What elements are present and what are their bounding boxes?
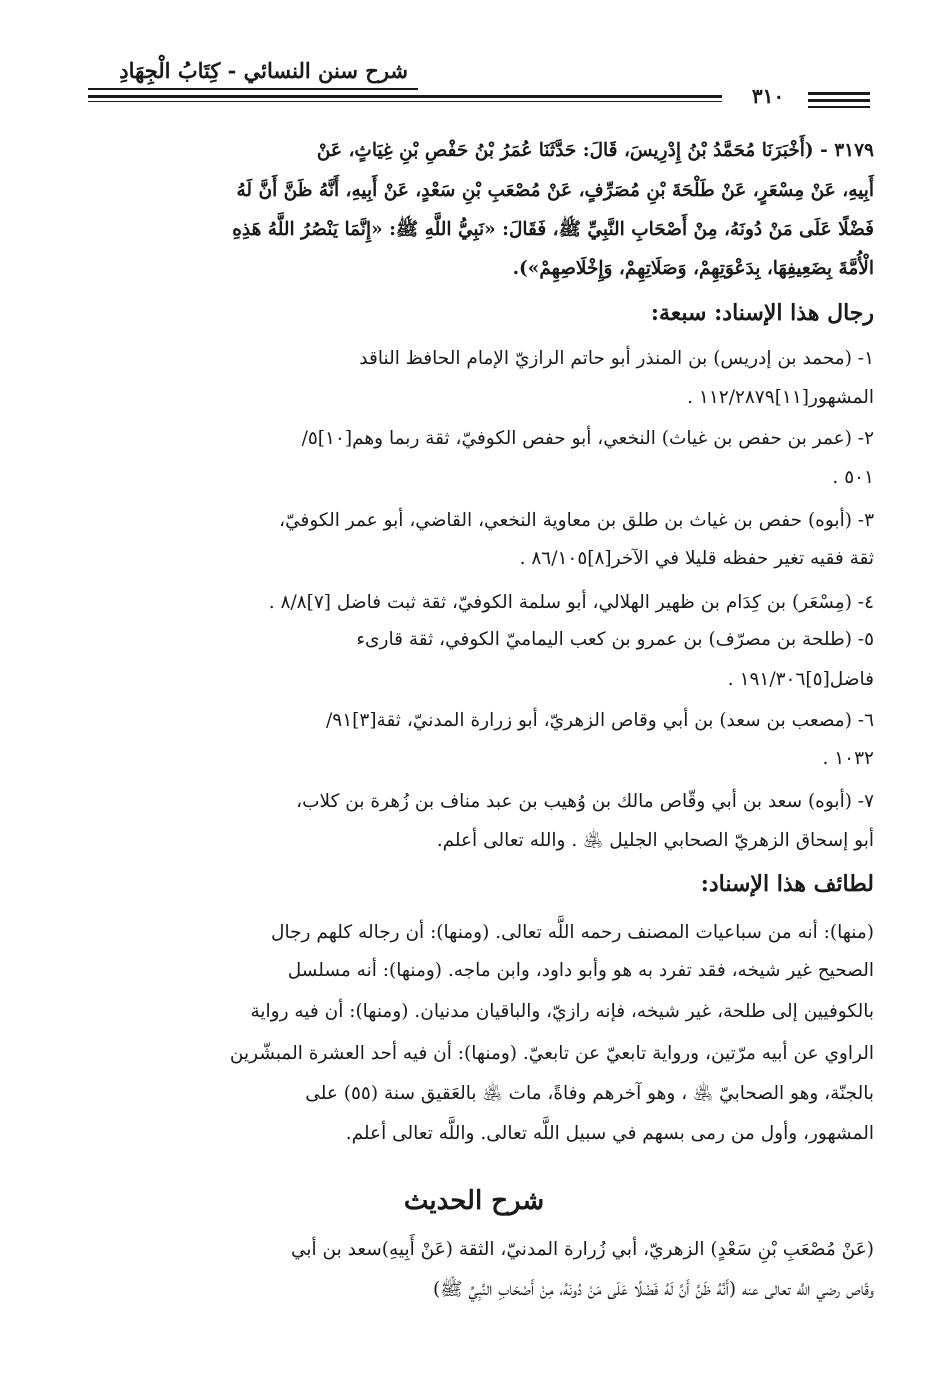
narrator-line: ٦- (مصعب بن سعد) بن أبي وقاص الزهريّ، أبو زرارة المدنيّ، ثقة[٣]٩١/: [326, 710, 874, 731]
header-rule-short-2: [808, 99, 870, 102]
narrator-line: ٤- (مِسْعَر) بن كِدَام بن ظهير الهلالي، أبو سلمة الكوفيّ، ثقة ثبت فاضل [٧]٨/٨ .: [268, 592, 874, 613]
header-rule-short-3: [808, 106, 870, 108]
narrator-line: أبو إسحاق الزهريّ الصحابي الجليل ﵁ . والله تعالى أعلم.: [436, 830, 874, 851]
hadith-line: ٣١٧٩ - (أَخْبَرَنَا مُحَمَّدُ بْنُ إِدْرِيسَ، قَالَ: حَدَّثَنَا عُمَرُ بْنُ حَفْصِ بْنِ غِيَاثٍ، عَنْ: [316, 140, 874, 161]
running-header-title: شرح سنن النسائي - كِتَابُ الْجِهَادِ: [119, 58, 408, 83]
lataif-line: (منها): أنه من سباعيات المصنف رحمه اللَّه تعالى. (ومنها): أن رجاله كلهم رجال: [271, 922, 874, 943]
header-underline: [88, 88, 418, 90]
narrator-line: ٥- (طلحة بن مصرّف) بن عمرو بن كعب اليماميّ الكوفي، ثقة قارىء: [356, 629, 874, 650]
lataif-line: المشهور، وأول من رمى بسهم في سبيل اللَّه تعالى. واللَّه تعالى أعلم.: [345, 1123, 874, 1144]
header-rule-long-thin: [88, 101, 722, 102]
header-rule-long: [88, 95, 722, 98]
lataif-line: الراوي عن أبيه مرّتين، ورواية تابعيّ عن تابعيّ. (ومنها): أن فيه أحد العشرة المبشّرين: [229, 1043, 874, 1064]
narrator-line: ٥٠١ .: [832, 467, 874, 488]
rijal-heading: رجال هذا الإسناد: سبعة:: [650, 300, 874, 326]
lataif-line: بالكوفيين إلى طلحة، غير شيخه، فإنه رازيّ، والباقيان مدنيان. (ومنها): أن فيه رواية: [250, 1001, 874, 1022]
hadith-line: أَبِيهِ، عَنْ مِسْعَرٍ، عَنْ طَلْحَةَ بْنِ مُصَرِّفٍ، عَنْ مُصْعَبِ بْنِ سَعْدٍ، عَنْ أَبِيهِ، أَنَّهُ ظَنَّ أَنَّ لَهُ: [236, 180, 874, 201]
narrator-line: ١٠٣٢ .: [822, 748, 874, 769]
lataif-line: الصحيح غير شيخه، فقد تفرد به هو وأبو داود، وابن ماجه. (ومنها): أنه مسلسل: [287, 960, 874, 981]
sharh-title: شرح الحديث: [403, 1186, 545, 1216]
narrator-line: ٣- (أبوه) حفص بن غياث بن طلق بن معاوية النخعي، القاضي، أبو عمر الكوفيّ،: [279, 510, 874, 531]
page-number: ٣١٠: [751, 84, 785, 108]
hadith-line: الْأُمَّةَ بِضَعِيفِهَا، بِدَعْوَتِهِمْ، وَصَلَاتِهِمْ، وَإِخْلَاصِهِمْ»).: [512, 258, 874, 279]
lataif-heading: لطائف هذا الإسناد:: [700, 871, 874, 897]
narrator-line: المشهور[١١]١١٢/٢٨٧٩ .: [687, 387, 874, 408]
hadith-line: فَضْلًا عَلَى مَنْ دُونَهُ، مِنْ أَصْحَابِ النَّبِيِّ ﷺ، فَقَالَ: «نَبِيُّ اللَّهِ ﷺ: «إِنَّمَا يَنْصُرُ اللَّهُ هَذِهِ: [232, 219, 874, 240]
narrator-line: ٧- (أبوه) سعد بن أبي وقّاص مالك بن وُهيب بن عبد مناف بن زُهرة بن كلاب،: [296, 791, 874, 812]
header-rule-short-1: [808, 92, 870, 95]
narrator-line: ١- (محمد بن إدريس) بن المنذر أبو حاتم الرازيّ الإمام الحافظ الناقد: [359, 348, 874, 369]
lataif-line: بالجنّة، وهو الصحابيّ ﵁ ، وهو آخرهم وفاةً، مات ﵁ بالعَقيق سنة (٥٥) على: [305, 1083, 874, 1104]
sharh-line: وقّاص رضي اللَّه تعالى عنه (أَنَّهُ ظَنَّ أَنَّ لَهُ فَضْلًا عَلَى مَنْ دُونَهُ، مِنْ أَصْحَابِ النَّبِيِّ ﷺ): [433, 1279, 874, 1300]
narrator-line: ثقة فقيه تغير حفظه قليلا في الآخر[٨]٨٦/١٠٥ .: [519, 548, 874, 569]
narrator-line: ٢- (عمر بن حفص بن غياث) النخعي، أبو حفص الكوفيّ، ثقة ربما وهم[١٠]٥/: [301, 428, 874, 449]
sharh-line: (عَنْ مُصْعَبِ بْنِ سَعْدٍ) الزهريّ، أبي زُرارة المدنيّ، الثقة (عَنْ أَبِيهِ)سعد بن أبي: [290, 1239, 874, 1260]
narrator-line: فاضل[٥]١٩١/٣٠٦ .: [727, 669, 874, 690]
